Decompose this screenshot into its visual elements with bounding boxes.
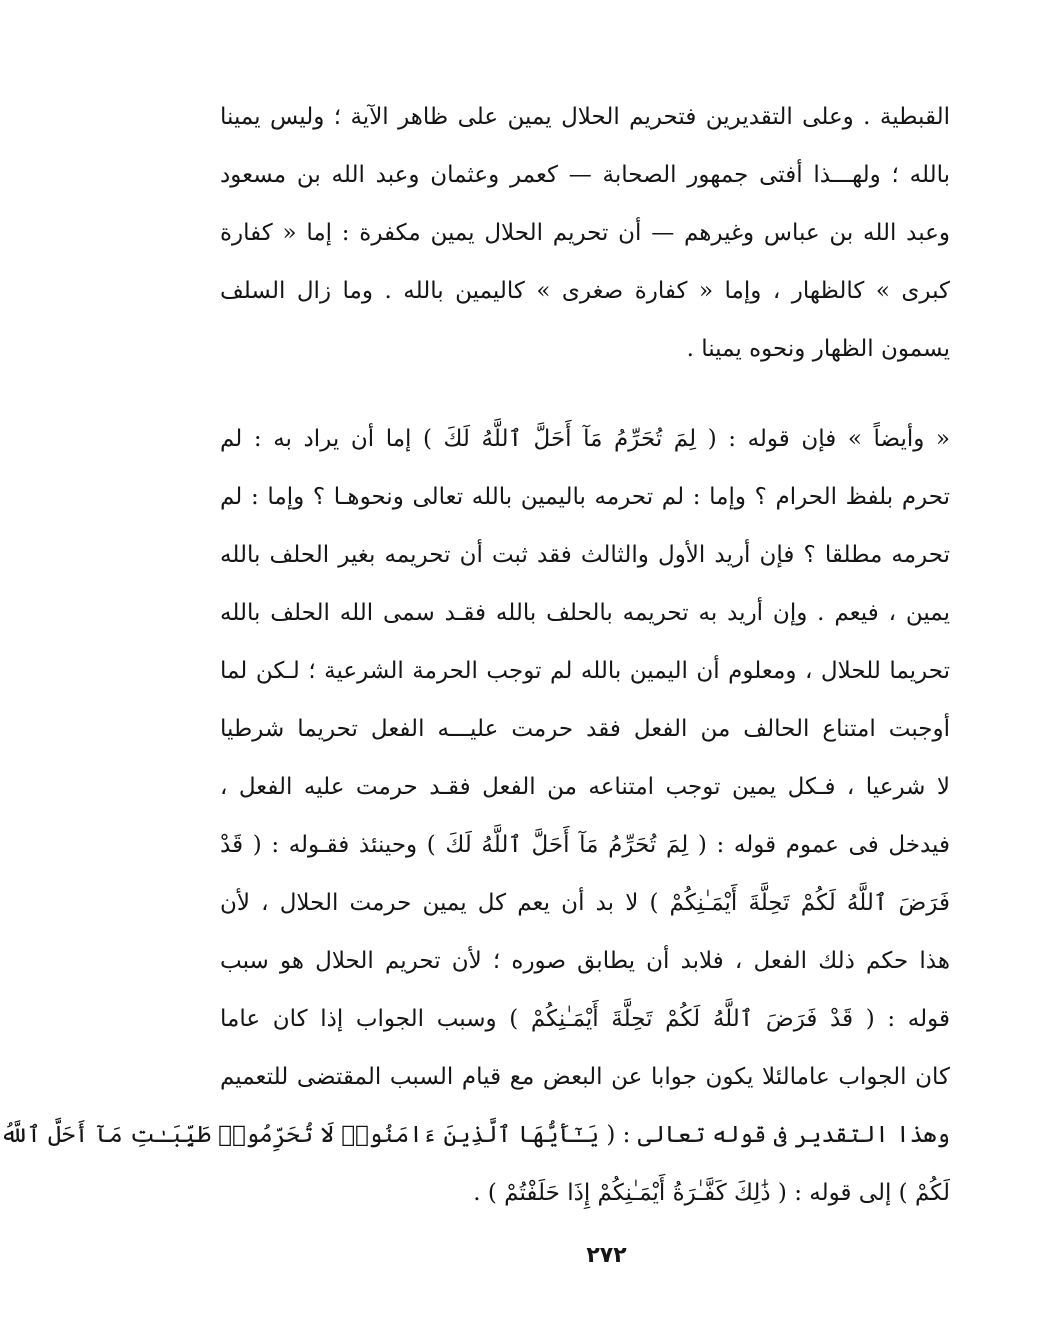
- text-line: فَرَضَ ٱللَّهُ لَكُمْ تَحِلَّةَ أَيْمَـٰنِكُمْ ) لا بد أن يعم كل يمين حرمت الحلال ، لأن: [220, 890, 950, 916]
- text-line: كان الجواب عامالئلا يكون جوابا عن البعض مع قيام السبب المقتضى للتعميم: [220, 1064, 950, 1090]
- page-body: [0, 88, 950, 1222]
- text-line: فيدخل فى عموم قوله : ( لِمَ تُحَرِّمُ مَآ أَحَلَّ ٱللَّهُ لَكَ ) وحينئذ فقـوله : ( قَدْ: [220, 832, 950, 858]
- text-line: وهذا التقدير فى قوله تعالى : ( يَـٰٓأَيُّهَا ٱلَّذِينَ ءَامَنُوا۟ لَا تُحَرِّمُوا۟ طَيِّبَـٰتِ مَآ أَحَلَّ ٱللَّهُ: [0, 1122, 950, 1148]
- text-line: تحرم بلفظ الحرام ؟ وإما : لم تحرمه باليمين بالله تعالى ونحوهـا ؟ وإما : لم: [220, 484, 950, 510]
- text-line: لَكُمْ ) إلى قوله : ( ذَٰلِكَ كَفَّـٰرَةُ أَيْمَـٰنِكُمْ إِذَا حَلَفْتُمْ ) .: [473, 1180, 950, 1206]
- text-line: كبرى » كالظهار ، وإما « كفارة صغرى » كاليمين بالله . وما زال السلف: [220, 278, 950, 304]
- text-line: القبطية . وعلى التقديرين فتحريم الحلال يمين على ظاهر الآية ؛ وليس يمينا: [220, 104, 950, 130]
- text-line: بالله ؛ ولهـــذا أفتى جمهور الصحابة — كعمر وعثمان وعبد الله بن مسعود: [220, 162, 950, 188]
- text-line: تحرمه مطلقا ؟ فإن أريد الأول والثالث فقد ثبت أن تحريمه بغير الحلف بالله: [220, 542, 950, 568]
- paragraph-2: [0, 410, 950, 1222]
- text-line: قوله : ( قَدْ فَرَضَ ٱللَّهُ لَكُمْ تَحِلَّةَ أَيْمَـٰنِكُمْ ) وسبب الجواب إذا كان عاما: [220, 1006, 950, 1032]
- text-line: وعبد الله بن عباس وغيرهم — أن تحريم الحلال يمين مكفرة : إما « كفارة: [220, 220, 950, 246]
- paragraph-gap: [220, 378, 950, 410]
- text-line: هذا حكم ذلك الفعل ، فلابد أن يطابق صوره ؛ لأن تحريم الحلال هو سبب: [220, 948, 950, 974]
- text-line: تحريما للحلال ، ومعلوم أن اليمين بالله لم توجب الحرمة الشرعية ؛ لـكن لما: [220, 658, 950, 684]
- text-line: يمين ، فيعم . وإن أريد به تحريمه بالحلف بالله فقـد سمى الله الحلف بالله: [220, 600, 950, 626]
- text-line: لا شرعيا ، فـكل يمين توجب امتناعه من الفعل فقـد حرمت عليه الفعل ،: [220, 774, 950, 800]
- text-line: أوجبت امتناع الحالف من الفعل فقد حرمت عليـــه الفعل تحريما شرطيا: [220, 716, 950, 742]
- page-number: ٢٧٢: [586, 1243, 627, 1268]
- text-line: يسمون الظهار ونحوه يمينا .: [686, 336, 950, 362]
- paragraph-1: [220, 88, 950, 378]
- text-line: « وأيضاً » فإن قوله : ( لِمَ تُحَرِّمُ مَآ أَحَلَّ ٱللَّهُ لَكَ ) إما أن يراد به : لم: [220, 426, 950, 452]
